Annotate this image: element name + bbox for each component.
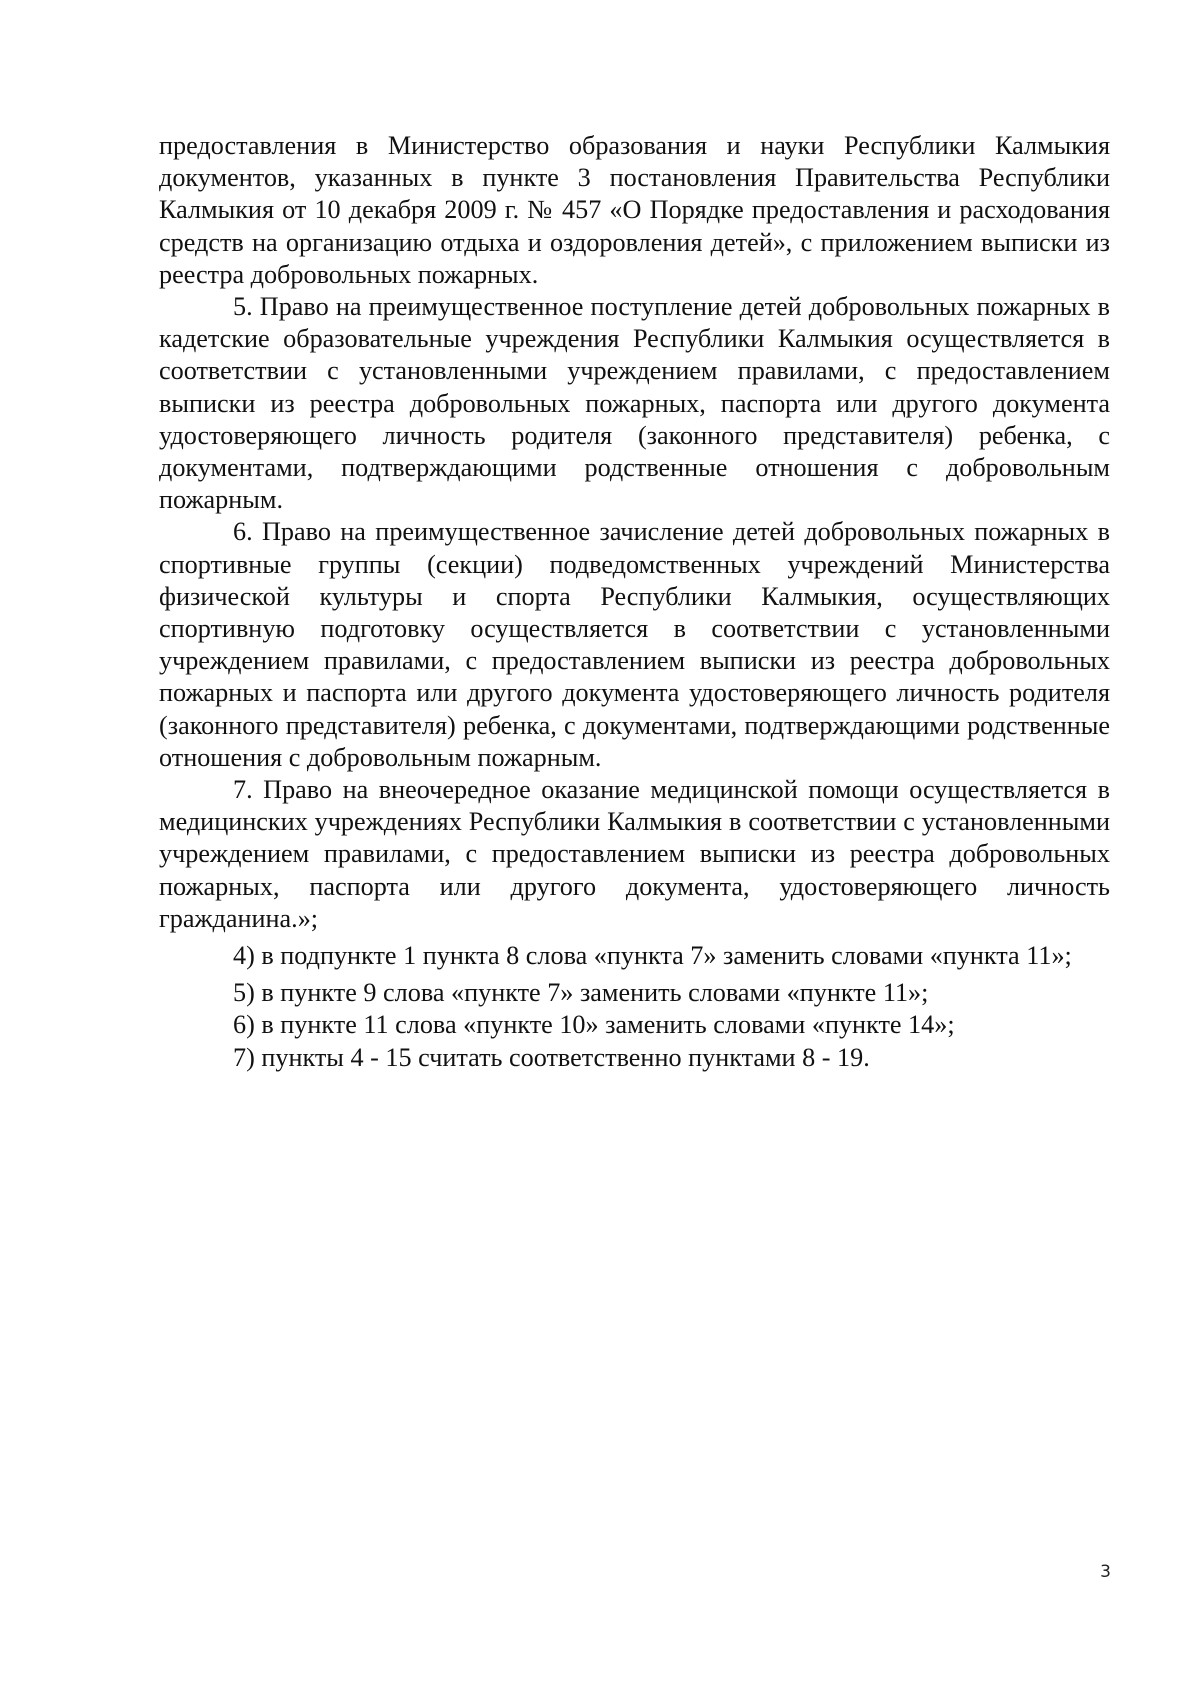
paragraph-continuation: предоставления в Министерство образования и науки Республики Калмыкия документов, указанных в пункте 3 постановления Правительства Республики Калмыкия от 10 декабря 2009 г. № 457 «О Порядке предоставления и расходования средств на организацию отдыха и оздоровления детей», с приложением выписки из реестра добровольных пожарных. [159,131,1110,289]
document-body [159,130,1110,1074]
paragraph-item-5: 5. Право на преимущественное поступление детей добровольных пожарных в кадетские образовательные учреждения Республики Калмыкия осуществляется в соответствии с установленными учреждением правилами, с предоставлением выписки из реестра добровольных пожарных, паспорта или другого документа удостоверяющего личность родителя (законного представителя) ребенка, с документами, подтверждающими родственные отношения с добровольным пожарным. [159,292,1110,515]
amendment-item-5: 5) в пункте 9 слова «пункте 7» заменить словами «пункте 11»; [233,978,929,1008]
page-number: 3 [1100,1562,1111,1582]
paragraph-item-7: 7. Право на внеочередное оказание медицинской помощи осуществляется в медицинских учреждениях Республики Калмыкия в соответствии с установленными учреждением правилами, с предоставлением выписки из реестра добровольных пожарных, паспорта или другого документа, удостоверяющего личность гражданина.»; [159,775,1110,933]
amendment-item-6: 6) в пункте 11 слова «пункте 10» заменить словами «пункте 14»; [233,1010,955,1040]
paragraph-item-6: 6. Право на преимущественное зачисление детей добровольных пожарных в спортивные группы (секции) подведомственных учреждений Министерства физической культуры и спорта Республики Калмыкия, осуществляющих спортивную подготовку осуществляется в соответствии с установленными учреждением правилами, с предоставлением выписки из реестра добровольных пожарных и паспорта или другого документа удостоверяющего личность родителя (законного представителя) ребенка, с документами, подтверждающими родственные отношения с добровольным пожарным. [159,517,1110,772]
amendment-item-4: 4) в подпункте 1 пункта 8 слова «пункта 7» заменить словами «пункта 11»; [233,941,1072,971]
amendment-item-7: 7) пункты 4 - 15 считать соответственно пунктами 8 - 19. [233,1042,870,1072]
